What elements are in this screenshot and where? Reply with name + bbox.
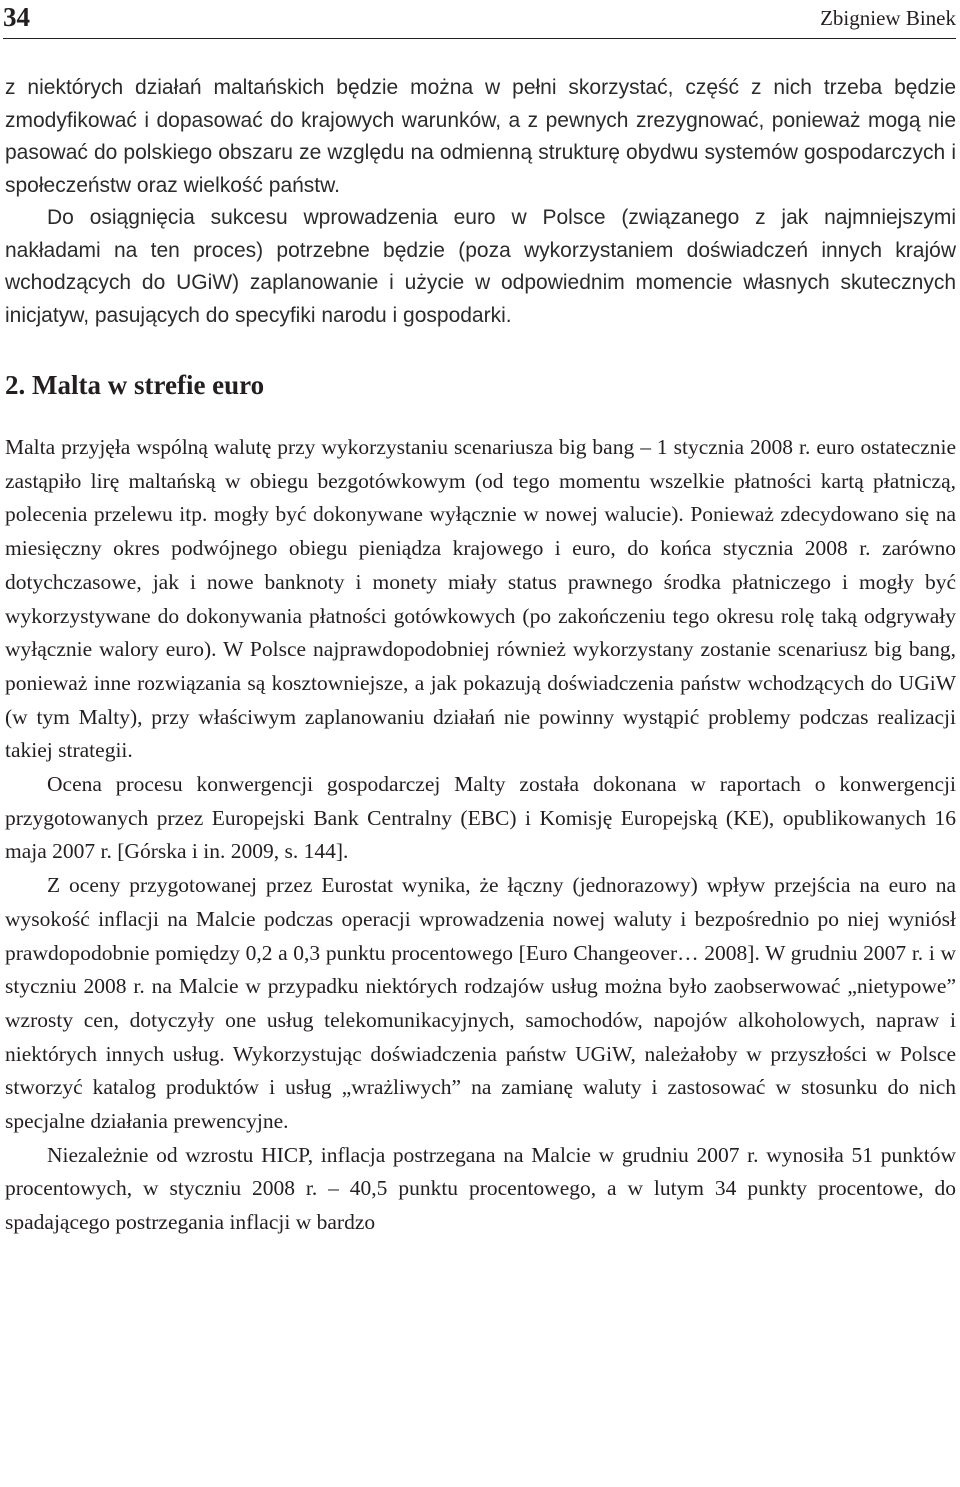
paragraph-eurostat-assessment: Z oceny przygotowanej przez Eurostat wynika, że łączny (jednorazowy) wpływ przejścia na euro na wysokość inflacji na Malcie podczas operacji wprowadzenia nowej waluty i bezpośrednio po niej wyniósł prawdopodobnie pomiędzy 0,2 a 0,3 punktu procentowego [Euro Changeover… 2008]. W grudniu 2007 r. i w styczniu 2008 r. na Malcie w przypadku niektórych rodzajów usług można było zaobserwować „nietypowe” wzrosty cen, dotyczyły one usług telekomunikacyjnych, samochodów, napojów alkoholowych, napraw i niektórych innych usług. Wykorzystując doświadczenia państw UGiW, należałoby w przyszłości w Polsce stworzyć katalog produktów i usług „wrażliwych” na zamianę waluty i zastosować w stosunku do nich specjalne działania prewencyjne.	[5, 873, 956, 1134]
paragraph-malta-adoption: Malta przyjęła wspólną walutę przy wykorzystaniu scenariusza big bang – 1 stycznia 2008 r. euro ostatecznie zastąpiło lirę maltańską w obiegu bezgotówkowym (od tego momentu wszelkie płatności kartą płatniczą, polecenia przelewu itp. mogły być dokonywane wyłącznie w nowej walucie). Ponieważ zdecydowano się na miesięczny okres podwójnego obiegu pieniądza krajowego i euro, do końca stycznia 2008 r. zarówno dotychczasowe, jak i nowe banknoty i monety miały status prawnego środka płatniczego i mogły być wykorzystywane do dokonywania płatności gotówkowych (po zakończeniu tego okresu rolę taką odgrywały wyłącznie walory euro). W Polsce najprawdopodobniej również wykorzystany zostanie scenariusz big bang, ponieważ inne rozwiązania są kosztowniejsze, a jak pokazują doświadczenia państw wchodzących do UGiW (w tym Malty), przy właściwym zaplanowaniu działań nie powinny wystąpić problemy podczas realizacji takiej strategii.	[5, 435, 956, 763]
page-body	[5, 72, 956, 1240]
page-number: 34	[3, 2, 30, 32]
paragraph-conclusion: Do osiągnięcia sukcesu wprowadzenia euro w Polsce (związanego z jak najmniejszymi nakładami na ten proces) potrzebne będzie (poza wykorzystaniem doświadczeń innych krajów wchodzących do UGiW) zaplanowanie i użycie w odpowiednim momencie własnych skutecznych inicjatyw, pasujących do specyfiki narodu i gospodarki.	[5, 206, 956, 327]
paragraph-convergence-assessment: Ocena procesu konwergencji gospodarczej Malty została dokonana w raportach o konwergencji przygotowanych przez Europejski Bank Centralny (EBC) i Komisję Europejską (KE), opublikowanych 16 maja 2007 r. [Górska i in. 2009, s. 144].	[5, 772, 956, 864]
paragraph-perceived-inflation: Niezależnie od wzrostu HICP, inflacja postrzegana na Malcie w grudniu 2007 r. wynosiła 51 punktów procentowych, w styczniu 2008 r. – 40,5 punktu procentowego, a w lutym 34 punkty procentowe, do spadającego postrzegania inflacji w bardzo	[5, 1142, 956, 1235]
running-head-author: Zbigniew Binek	[820, 6, 956, 30]
section-heading: 2. Malta w strefie euro	[5, 370, 265, 400]
paragraph-continuation: z niektórych działań maltańskich będzie można w pełni skorzystać, część z nich trzeba będzie zmodyfikować i dopasować do krajowych warunków, a z pewnych zrezygnować, ponieważ mogą nie pasować do polskiego obszaru ze względu na odmienną strukturę obydwu systemów gospodarczych i społeczeństw oraz wielkość państw.	[5, 76, 956, 197]
page-header	[3, 0, 956, 39]
